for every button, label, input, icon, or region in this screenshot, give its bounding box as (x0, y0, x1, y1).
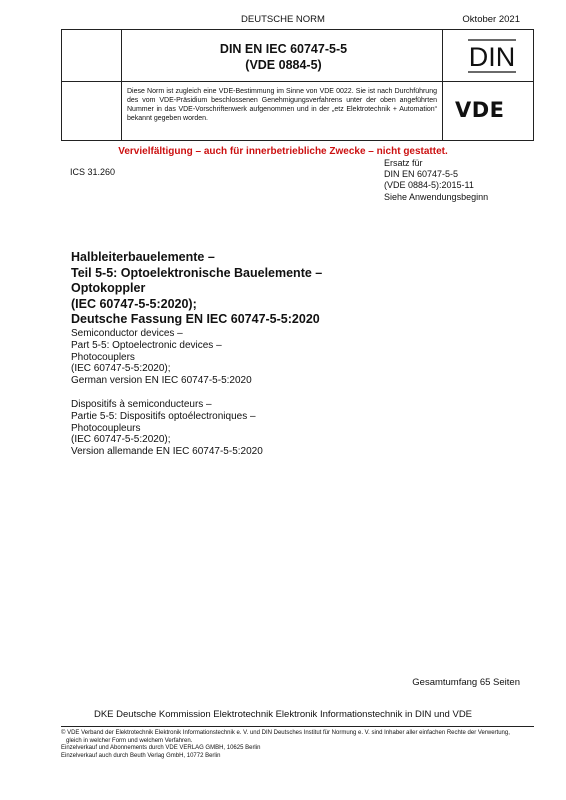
title-english-line: Photocouplers (71, 351, 135, 363)
document-number (127, 41, 440, 73)
title-german-line: Deutsche Fassung EN IEC 60747-5-5:2020 (71, 312, 320, 326)
title-french (71, 399, 263, 458)
footer-line: Einzelverkauf auch durch Beuth Verlag GmbH, 10772 Berlin (61, 752, 221, 759)
title-english-line: German version EN IEC 60747-5-5:2020 (71, 375, 252, 387)
replacement-line: (VDE 0884-5):2015-11 (384, 180, 474, 191)
footer-line: © VDE Verband der Elektrotechnik Elektronik Informationstechnik e. V. und DIN Deutsches Institut für Normung e. V. sind Inhaber aller einfachen Rechte der Verwertung, (61, 730, 510, 736)
copyright-footer (61, 730, 534, 760)
title-english (71, 328, 252, 387)
document-number-line2: (VDE 0884-5) (245, 58, 322, 72)
document-type-label: DEUTSCHE NORM (241, 14, 325, 25)
document-number-line1: DIN EN IEC 60747-5-5 (219, 42, 348, 56)
copy-warning: Vervielfältigung – auch für innerbetriebliche Zwecke – nicht gestattet. (118, 146, 448, 157)
title-german-line: Halbleiterbauelemente – (71, 250, 215, 264)
replacement-line: Siehe Anwendungsbeginn (384, 191, 489, 202)
title-french-line: (IEC 60747-5-5:2020); (71, 434, 171, 446)
publication-date: Oktober 2021 (462, 14, 520, 25)
header-divider-left (121, 30, 122, 140)
title-french-line: Version allemande EN IEC 60747-5-5:2020 (71, 446, 263, 458)
replacement-info (384, 158, 488, 203)
ics-code: ICS 31.260 (70, 167, 116, 177)
header-divider-middle (62, 81, 533, 82)
header-box (61, 29, 534, 141)
replacement-line: DIN EN 60747-5-5 (384, 169, 459, 180)
title-french-line: Partie 5-5: Dispositifs optoélectroniques – (71, 410, 256, 422)
title-english-line: (IEC 60747-5-5:2020); (71, 363, 171, 375)
din-logo-text: DIN (468, 42, 516, 72)
din-logo (464, 38, 520, 74)
dke-committee: DKE Deutsche Kommission Elektrotechnik Elektronik Informationstechnik in DIN und VDE (93, 709, 473, 720)
title-german-line: Teil 5-5: Optoelektronische Bauelemente – (71, 265, 323, 280)
title-german (71, 250, 322, 328)
title-english-line: Semiconductor devices – (71, 328, 183, 339)
vde-notice: Diese Norm ist zugleich eine VDE-Bestimmung im Sinne von VDE 0022. Sie ist nach Durchführung des vom VDE-Präsidium beschlossenen Genehmigungsverfahrens unter der oben angeführten Nummer in das VDE-Vorschriftenwerk aufgenommen und in der „etz Elektrotechnik + Automation“ bekannt gegeben worden. (127, 88, 437, 122)
footer-line: gleich in welcher Form und welchem Verfahren. (61, 737, 193, 744)
title-french-line: Photocoupleurs (71, 422, 141, 434)
total-pages: Gesamtumfang 65 Seiten (412, 677, 520, 688)
footer-divider (61, 726, 534, 727)
footer-line: Einzelverkauf und Abonnements durch VDE VERLAG GMBH, 10625 Berlin (61, 745, 261, 752)
title-german-line: (IEC 60747-5-5:2020); (71, 296, 197, 311)
vde-logo: VDE (455, 98, 505, 122)
title-french-line: Dispositifs à semiconducteurs – (71, 399, 212, 410)
title-english-line: Part 5-5: Optoelectronic devices – (71, 339, 222, 351)
header-divider-right (442, 30, 443, 140)
din-logo-graphic (464, 38, 520, 74)
title-german-line: Optokoppler (71, 281, 146, 295)
replacement-line: Ersatz für (384, 158, 423, 168)
